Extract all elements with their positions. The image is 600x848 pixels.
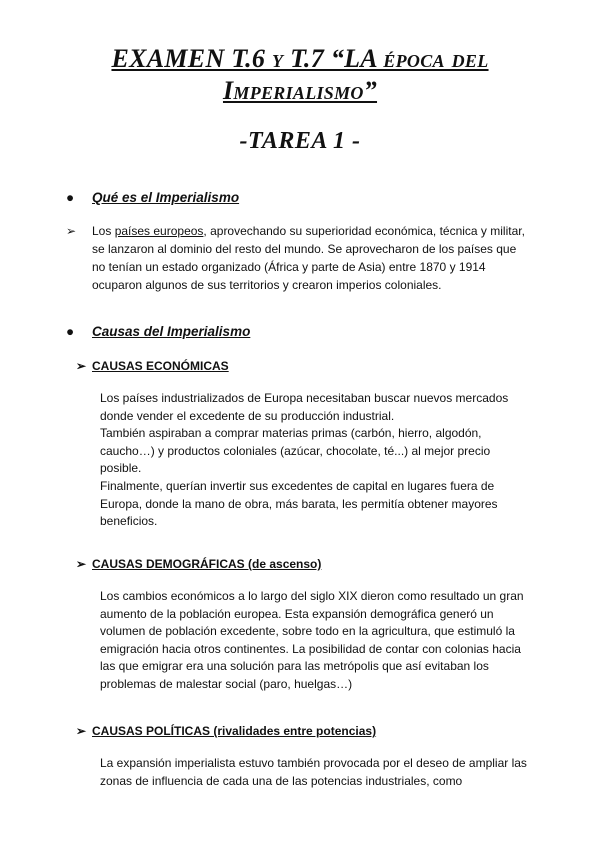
underlined-text: países europeos [114,224,204,238]
arrow-bullet-icon: ➢ [76,557,87,571]
heading-text: Qué es el Imperialismo [92,190,240,205]
text-part: , aprovechando su superioridad económica, técnica y militar, se lanzaron al dominio del resto del mundo. Se aprovecharon de los países que no tenían un estado organizado (África y parte de Asia) entre 1870 y 1914 ocuparon algunos de sus territorios y crearon imperios coloniales. [92,224,525,292]
bullet-icon: ● [66,324,75,339]
subheading-economicas [76,359,229,373]
arrow-bullet-icon: ➢ [76,724,87,738]
paragraph-economicas [100,390,530,531]
subheading-text: CAUSAS ECONÓMICAS [92,359,229,373]
document-subtitle: -TAREA 1 - [239,128,361,154]
paragraph-line: La expansión imperialista estuvo también provocada por el deseo de ampliar las zonas de influencia de cada una de las potencias industriales, como [100,756,527,788]
subheading-politicas [76,724,376,738]
paragraph-line: También aspiraban a comprar materias primas (carbón, hierro, algodón, caucho…) y productos coloniales (azúcar, chocolate, té...) al mejor precio posible. [100,426,491,476]
arrow-bullet-icon: ➢ [76,359,87,373]
section-heading-imperialismo [66,190,239,205]
paragraph-demograficas [100,588,530,694]
text-part: Los [92,224,115,238]
subheading-text: CAUSAS POLÍTICAS (rivalidades entre potencias) [92,724,377,738]
subheading-demograficas [76,557,321,571]
paragraph-line: Los cambios económicos a lo largo del siglo XIX dieron como resultado un gran aumento de la población europea. Esta expansión demográfica generó un volumen de población excedente, sobre todo en la agricultura, que estimuló la emigración hacia otros continentes. La posibilidad de contar con colonias hacia las que emigrar era una solución para las metrópolis que así evitaban los problemas de malestar social (paro, huelgas…) [100,589,524,691]
subheading-text: CAUSAS DEMOGRÁFICAS (de ascenso) [92,557,322,571]
heading-text: Causas del Imperialismo [92,324,251,339]
document-title-line2: Imperialismo” [222,76,378,105]
arrow-bullet-icon: ➢ [66,224,77,238]
bullet-icon: ● [66,190,75,205]
section-heading-causas [66,324,250,339]
paragraph-politicas [100,755,530,790]
paragraph-line: Los países industrializados de Europa necesitaban buscar nuevos mercados donde vender el excedente de su producción industrial. [100,391,509,423]
definition-text [92,222,532,294]
paragraph-line: Finalmente, querían invertir sus excedentes de capital en lugares fuera de Europa, donde la mano de obra, más barata, les permitía obtener mayores beneficios. [100,478,498,529]
definition-paragraph [66,222,536,292]
document-title-line1: EXAMEN T.6 y T.7 “LA época del [111,44,489,73]
